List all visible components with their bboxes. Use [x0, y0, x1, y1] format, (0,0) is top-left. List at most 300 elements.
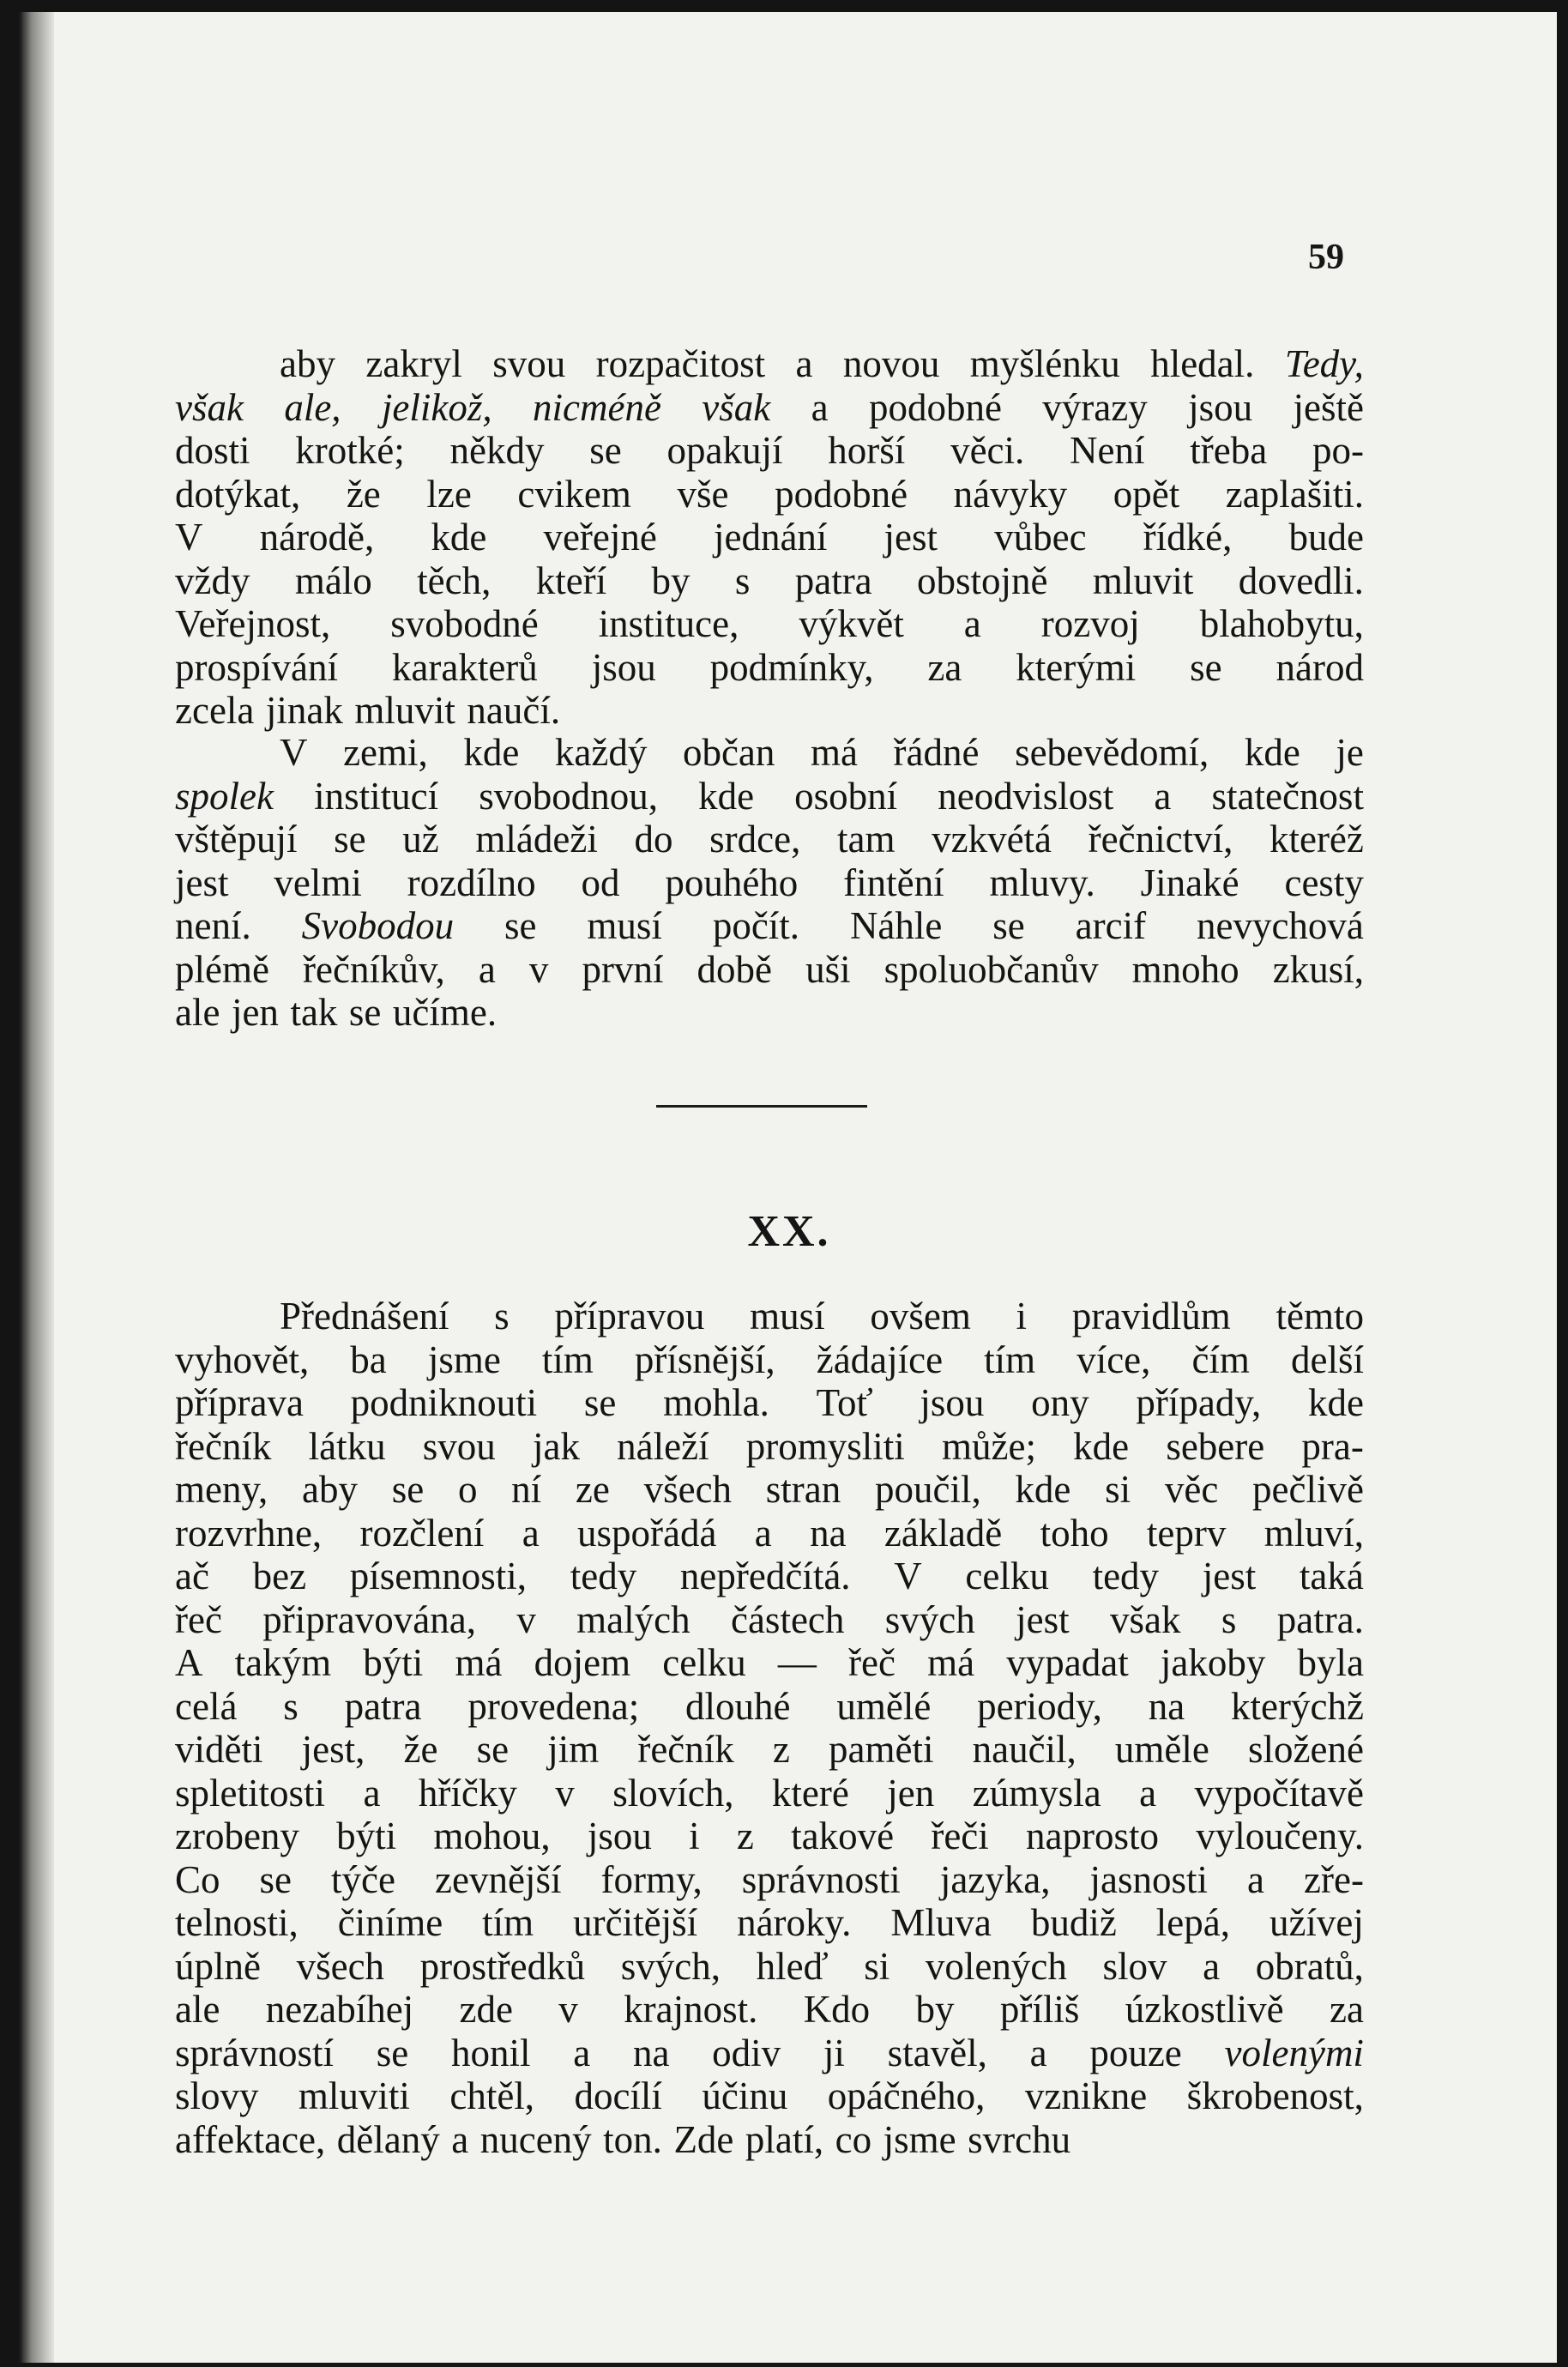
word: velmi — [274, 860, 362, 904]
text-line — [175, 775, 1364, 818]
word: celku — [662, 1641, 746, 1684]
word: zrobeny — [175, 1814, 299, 1857]
word: jest — [175, 860, 229, 904]
word: kde — [1015, 1468, 1071, 1511]
text-line — [175, 1814, 1364, 1858]
word: patra. — [1276, 1597, 1364, 1641]
word: mluvit — [1092, 559, 1194, 602]
word: že — [346, 472, 381, 516]
word: vyhovět, — [175, 1337, 310, 1381]
word: mluvy. — [989, 860, 1095, 904]
word: první — [582, 947, 664, 991]
word: ji — [823, 2031, 845, 2074]
word: náleží — [617, 1424, 709, 1468]
word: mohou, — [433, 1814, 551, 1857]
word: obstojně — [917, 559, 1048, 602]
word: věc — [1164, 1468, 1219, 1511]
word: a — [478, 947, 496, 991]
text-line — [175, 1468, 1364, 1512]
word: může; — [942, 1424, 1036, 1468]
word: ní — [511, 1468, 542, 1511]
text-line — [175, 1512, 1364, 1555]
italic-word: nicméně — [533, 385, 661, 429]
word: jsou — [591, 645, 656, 689]
word: těmto — [1276, 1295, 1364, 1337]
word: taká — [1299, 1555, 1364, 1597]
word: vůbec — [994, 516, 1087, 559]
word: jsou — [920, 1381, 985, 1424]
word: jen — [887, 1771, 935, 1814]
word: Kdo — [803, 1988, 871, 2031]
word: a — [811, 385, 829, 429]
word: instituce, — [598, 602, 739, 645]
word: nevychová — [1196, 904, 1364, 947]
word: přípravou — [554, 1295, 705, 1337]
word: podobné — [868, 385, 1002, 429]
word: cvikem — [517, 472, 631, 516]
word: ovšem — [870, 1295, 971, 1337]
word: podmínky, — [709, 645, 874, 689]
word: na — [632, 2031, 670, 2074]
word: řeči — [931, 1814, 989, 1857]
word: musí — [587, 904, 662, 947]
word: odiv — [712, 2031, 781, 2074]
word: aby — [302, 1468, 359, 1511]
word: málo — [294, 559, 372, 602]
word: v — [555, 1771, 575, 1814]
word: žádajíce — [816, 1337, 944, 1381]
word: telnosti, — [175, 1901, 299, 1944]
word: jasnosti — [1089, 1857, 1209, 1901]
word: svých — [884, 1597, 975, 1641]
word: řečník — [637, 1728, 734, 1771]
italic-word: však — [702, 385, 771, 429]
word: uši — [805, 947, 851, 991]
word: době — [697, 947, 772, 991]
word: zevnější — [435, 1857, 562, 1901]
word: umělé — [836, 1684, 932, 1728]
word: od — [581, 860, 620, 904]
word: novou — [842, 342, 940, 385]
word: toho — [1040, 1511, 1109, 1555]
word: přísnější, — [634, 1337, 775, 1381]
word: vštěpují — [175, 818, 298, 860]
word: jsou — [1188, 385, 1253, 429]
word: řádné — [893, 731, 980, 774]
word: příliš — [999, 1988, 1080, 2031]
word: správností — [175, 2031, 334, 2074]
word: příprava — [175, 1381, 304, 1424]
word: naučil, — [972, 1728, 1076, 1771]
word: škrobenost, — [1186, 2074, 1364, 2117]
word: slovích, — [612, 1771, 734, 1814]
word: svobodnou, — [479, 774, 658, 818]
word: karakterů — [391, 645, 538, 689]
word: které — [771, 1771, 849, 1814]
word: býti — [363, 1641, 424, 1684]
word: za — [927, 645, 962, 689]
word: látku — [308, 1424, 386, 1468]
word: svou — [492, 342, 566, 385]
word: Toť — [816, 1381, 873, 1424]
word: bez — [252, 1555, 307, 1597]
word: na — [810, 1511, 847, 1555]
word: nepředčítá. — [679, 1555, 851, 1597]
word: dotýkat, — [175, 472, 301, 516]
text-line — [175, 2118, 1364, 2162]
word: svých, — [620, 1944, 721, 1988]
word: statečnost — [1211, 774, 1364, 818]
section-divider-rule — [656, 1105, 867, 1108]
text-line — [175, 1988, 1364, 2032]
word: úzkostlivě — [1125, 1988, 1284, 2031]
word: spletitosti — [175, 1771, 326, 1814]
word: co — [835, 2117, 872, 2161]
word: rozpačitost — [595, 342, 766, 385]
word: takým — [234, 1641, 332, 1684]
italic-word: jelikož, — [381, 385, 492, 429]
word: jim — [547, 1728, 600, 1771]
word: na — [1148, 1684, 1185, 1728]
word: v — [516, 1597, 536, 1641]
word: ale — [175, 991, 220, 1034]
word: více, — [1076, 1337, 1151, 1381]
word: složené — [1248, 1728, 1364, 1771]
text-line — [175, 559, 1364, 603]
word: hleď — [756, 1944, 829, 1988]
word: mluviti — [298, 2074, 410, 2117]
italic-word: ale, — [284, 385, 341, 429]
word: úplně — [175, 1944, 261, 1988]
word: čím — [1191, 1337, 1250, 1381]
word: mohla. — [663, 1381, 769, 1424]
text-line — [175, 342, 1364, 386]
word: teprv — [1146, 1511, 1227, 1555]
word: určitější — [573, 1901, 698, 1944]
word: svobodné — [390, 602, 539, 645]
word: rozvrhne, — [175, 1511, 323, 1555]
word: se — [1190, 645, 1222, 689]
word: se — [259, 1857, 292, 1901]
scan-binding-shadow — [21, 12, 54, 2363]
word: blahobytu, — [1199, 602, 1364, 645]
word: i — [1016, 1295, 1028, 1337]
word: mluví, — [1263, 1511, 1364, 1555]
word: svrchu — [968, 2117, 1071, 2161]
word: stavěl, — [887, 2031, 987, 2074]
word: národ — [1276, 645, 1364, 689]
word: tedy — [570, 1555, 637, 1597]
word: Přednášení — [280, 1295, 449, 1337]
word: naučí. — [467, 689, 561, 732]
word: jednání — [713, 516, 828, 559]
word: periody, — [977, 1684, 1102, 1728]
word: a — [451, 2117, 469, 2161]
word: se — [589, 429, 622, 472]
word: řídké, — [1143, 516, 1233, 559]
word: uspořádá — [577, 1511, 717, 1555]
word: písemnosti, — [349, 1555, 528, 1597]
word: krotké; — [295, 429, 405, 472]
word: prospívání — [175, 645, 338, 689]
paragraph-2 — [175, 731, 1364, 1035]
word: jsou — [587, 1814, 652, 1857]
word: Náhle — [849, 904, 943, 947]
word: hledal. — [1150, 342, 1255, 385]
word: lze — [426, 472, 472, 516]
word: si — [864, 1944, 890, 1988]
word: affektace, — [175, 2117, 326, 2161]
word: promysliti — [745, 1424, 905, 1468]
word: institucí — [314, 774, 439, 818]
text-line — [175, 386, 1364, 430]
word: lepá, — [1155, 1901, 1230, 1944]
word: Není — [1070, 429, 1145, 472]
word: s — [734, 559, 751, 602]
word: rozdílno — [407, 860, 536, 904]
word: jsme — [427, 1337, 501, 1381]
word: s — [1221, 1597, 1237, 1641]
text-line — [175, 1728, 1364, 1772]
word: neodvislost — [938, 774, 1114, 818]
word: částech — [730, 1597, 845, 1641]
word: musí — [750, 1295, 825, 1337]
word: účinu — [702, 2074, 788, 2117]
word: cesty — [1284, 860, 1364, 904]
word: se — [334, 818, 366, 860]
word: podobné — [775, 472, 908, 516]
word: a — [1139, 1771, 1157, 1814]
word: Veřejnost, — [175, 602, 331, 645]
word: rozvoj — [1040, 602, 1140, 645]
word: se — [348, 991, 382, 1034]
italic-word: však — [175, 385, 244, 429]
page-number: 59 — [1308, 238, 1344, 277]
word: ony — [1031, 1381, 1089, 1424]
text-line — [175, 646, 1364, 690]
word: Co — [175, 1857, 220, 1901]
word: arcif — [1075, 904, 1147, 947]
word: obratů, — [1255, 1944, 1364, 1988]
word: všech — [643, 1468, 733, 1511]
word: řečník — [175, 1424, 272, 1468]
word: A — [175, 1641, 203, 1684]
word: třeba — [1190, 429, 1268, 472]
word: honil — [450, 2031, 531, 2074]
word: nucený — [479, 2117, 592, 2161]
word: jest — [884, 516, 938, 559]
word: se — [504, 904, 537, 947]
word: celku — [965, 1555, 1049, 1597]
word: těch, — [417, 559, 492, 602]
word: rozčlení — [359, 1511, 485, 1555]
word: má — [455, 1641, 503, 1684]
word: řeč — [175, 1597, 222, 1641]
word: — — [777, 1641, 817, 1684]
word: mluvit — [354, 689, 455, 732]
word: opáčného, — [827, 2074, 986, 2117]
word: mládeži — [475, 818, 598, 860]
word: vypadat — [1006, 1641, 1129, 1684]
word: s — [283, 1684, 299, 1728]
text-line — [175, 2032, 1364, 2075]
word: po- — [1312, 429, 1364, 472]
text-line — [175, 1772, 1364, 1815]
word: ton. — [603, 2117, 662, 2161]
word: vypočítavě — [1194, 1771, 1364, 1814]
word: tím — [541, 1337, 594, 1381]
word: by — [651, 559, 691, 602]
word: a — [522, 1511, 540, 1555]
word: Zde — [673, 2117, 734, 2161]
word: býti — [336, 1814, 397, 1857]
word: dosti — [175, 429, 250, 472]
word: pouhého — [665, 860, 799, 904]
word: vše — [677, 472, 729, 516]
word: provedena; — [467, 1684, 640, 1728]
word: správnosti — [741, 1857, 901, 1901]
word: spoluobčanův — [884, 947, 1099, 991]
text-line — [175, 689, 1364, 733]
word: dovedli. — [1238, 559, 1364, 602]
word: vyloučeny. — [1196, 1814, 1364, 1857]
word: nezabíhej — [265, 1988, 414, 2031]
word: v — [558, 1988, 578, 2031]
word: jest — [1202, 1555, 1257, 1597]
word: dělaný — [336, 2117, 440, 2161]
text-line — [175, 731, 1364, 775]
word: aby — [280, 342, 335, 385]
word: docílí — [574, 2074, 662, 2117]
word: celá — [175, 1684, 238, 1728]
text-line — [175, 1685, 1364, 1729]
word: poučil, — [874, 1468, 981, 1511]
text-line — [175, 516, 1364, 559]
word: že — [403, 1728, 438, 1771]
word: je — [1336, 731, 1364, 774]
word: patra — [794, 559, 872, 602]
word: a — [754, 1511, 772, 1555]
word: Jinaké — [1140, 860, 1239, 904]
word: a — [573, 2031, 591, 2074]
word: však — [1109, 1597, 1181, 1641]
word: kde — [1073, 1424, 1130, 1468]
word: už — [402, 818, 439, 860]
word: takové — [791, 1814, 895, 1857]
word: pravidlům — [1071, 1295, 1231, 1337]
word: viděti — [175, 1728, 263, 1771]
word: řečníkův, — [303, 947, 445, 991]
word: kteréž — [1269, 818, 1364, 860]
word: jest, — [301, 1728, 365, 1771]
word: uměle — [1114, 1728, 1209, 1771]
book-page — [19, 12, 1557, 2363]
text-line — [175, 429, 1364, 473]
word: věci. — [950, 429, 1025, 472]
word: mnoho — [1131, 947, 1239, 991]
italic-word: spolek — [175, 774, 274, 818]
word: výkvět — [799, 602, 904, 645]
word: o — [457, 1468, 478, 1511]
word: sebevědomí, — [1015, 731, 1209, 774]
text-line — [175, 818, 1364, 861]
word: a — [1029, 2031, 1047, 2074]
word: základě — [884, 1511, 1003, 1555]
word: všech — [296, 1944, 385, 1988]
word: bude — [1288, 516, 1364, 559]
word: slovy — [175, 2074, 259, 2117]
word: V — [280, 731, 308, 774]
word: jen — [231, 991, 279, 1034]
word: sebere — [1166, 1424, 1265, 1468]
word: veřejné — [543, 516, 657, 559]
paragraph-3 — [175, 1295, 1364, 2161]
word: každý — [554, 731, 648, 774]
word: opět — [1113, 472, 1180, 516]
word: se — [391, 1468, 425, 1511]
word: si — [1105, 1468, 1131, 1511]
italic-word: Svobodou — [301, 904, 455, 947]
word: ještě — [1293, 385, 1364, 429]
word: výrazy — [1042, 385, 1148, 429]
word: vzkvétá — [932, 818, 1052, 860]
word: a — [963, 602, 981, 645]
word: kde — [463, 731, 520, 774]
word: by — [915, 1988, 955, 2031]
word: někdy — [449, 429, 545, 472]
word: kde — [1307, 1381, 1364, 1424]
word: vznikne — [1024, 2074, 1148, 2117]
word: tak — [290, 991, 338, 1034]
word: kde — [1244, 731, 1300, 774]
word: jak — [533, 1424, 580, 1468]
word: a — [795, 342, 813, 385]
text-line — [175, 473, 1364, 516]
word: se — [992, 904, 1025, 947]
word: budiž — [1030, 1901, 1117, 1944]
word: prostředků — [419, 1944, 586, 1988]
word: má — [927, 1641, 975, 1684]
word: v — [528, 947, 549, 991]
word: opakují — [666, 429, 783, 472]
word: se — [376, 2031, 409, 2074]
word: paměti — [829, 1728, 934, 1771]
word: se — [476, 1728, 510, 1771]
text-line — [175, 991, 1364, 1035]
word: národě, — [259, 516, 375, 559]
word: kterými — [1016, 645, 1137, 689]
word: z — [772, 1728, 790, 1771]
text-line — [175, 1641, 1364, 1685]
word: svou — [422, 1424, 496, 1468]
word: delší — [1290, 1337, 1364, 1381]
word: zaplašiti. — [1225, 472, 1364, 516]
text-line — [175, 602, 1364, 646]
text-line — [175, 1598, 1364, 1642]
text-line — [175, 904, 1364, 948]
word: zkusí, — [1272, 947, 1364, 991]
word: ač — [175, 1555, 209, 1597]
word: týče — [331, 1857, 395, 1901]
word: naprosto — [1026, 1814, 1159, 1857]
text-line — [175, 1425, 1364, 1469]
word: meny, — [175, 1468, 268, 1511]
word: z — [736, 1814, 754, 1857]
word: řečnictví, — [1088, 818, 1233, 860]
word: kde — [431, 516, 487, 559]
word: zakryl — [365, 342, 462, 385]
word: osobní — [794, 774, 898, 818]
